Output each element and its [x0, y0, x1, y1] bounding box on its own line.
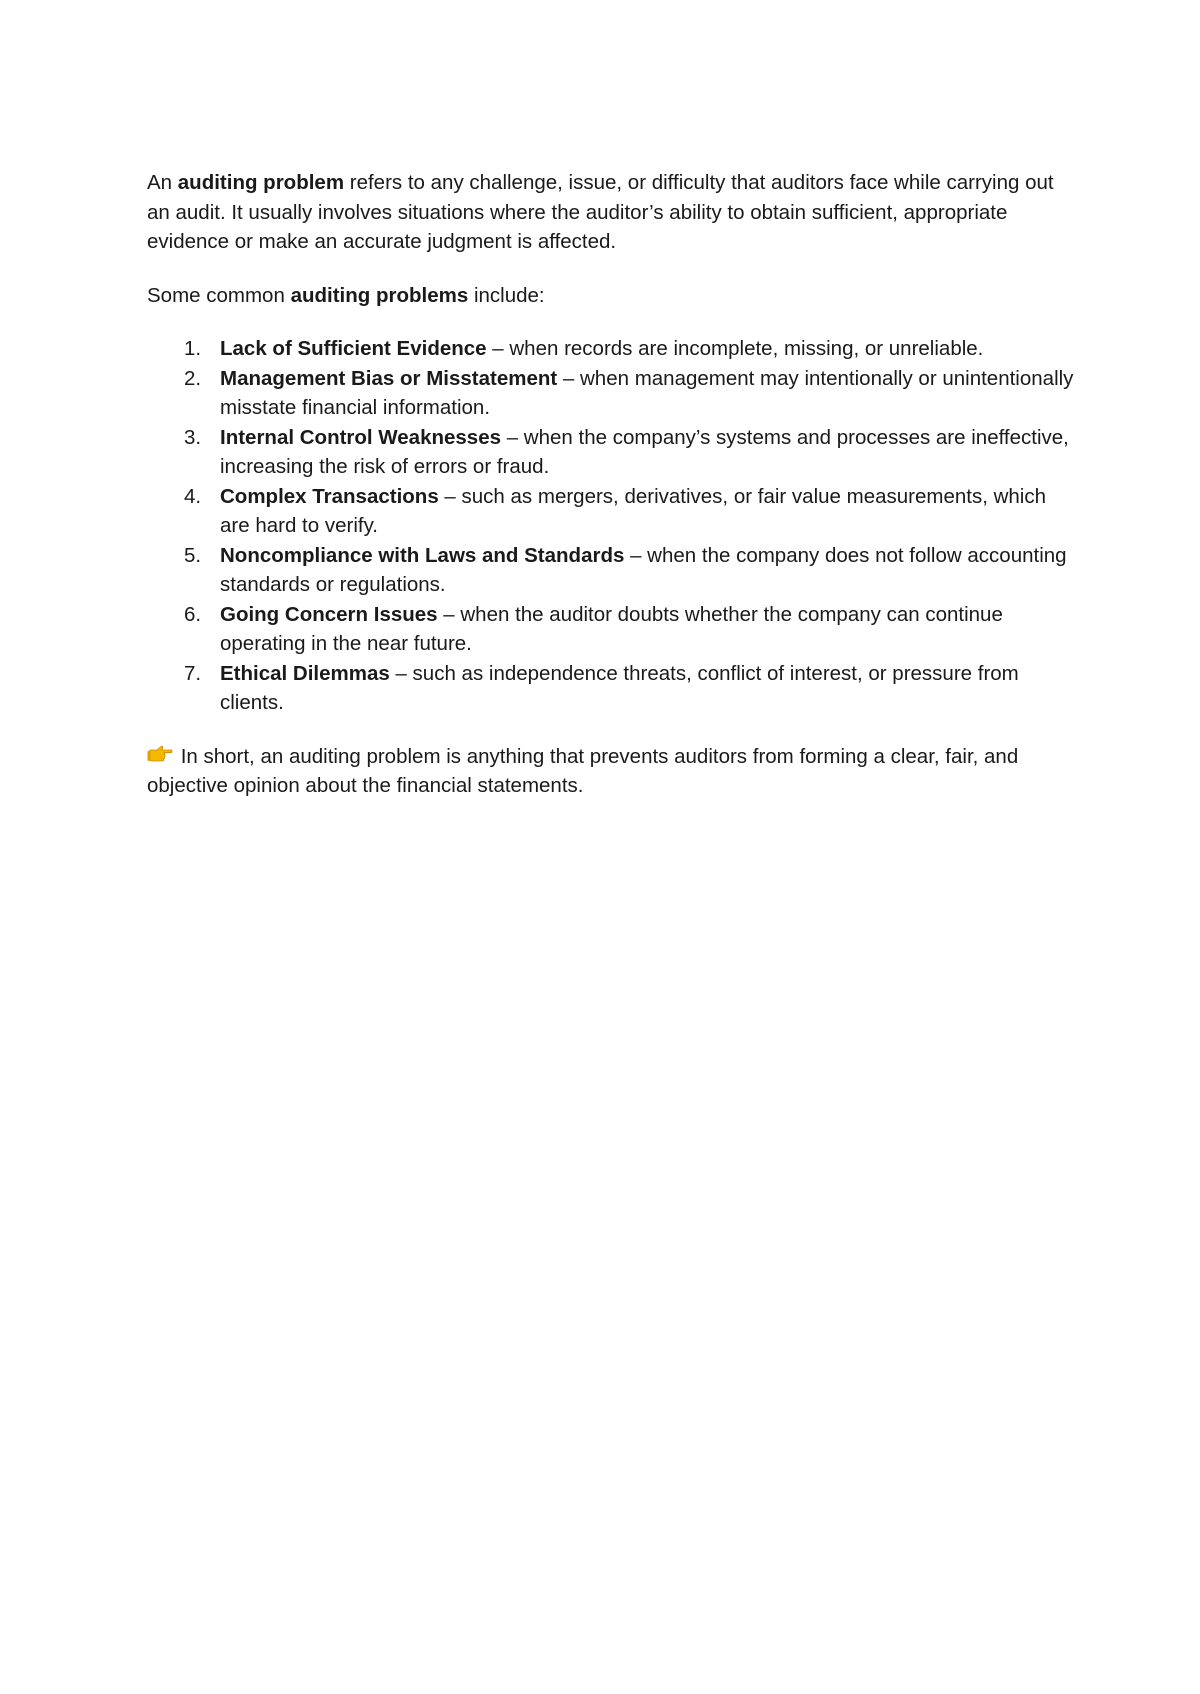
document-body — [147, 168, 1077, 801]
list-item — [147, 541, 1077, 600]
list-item-title: Management Bias or Misstatement — [220, 366, 558, 390]
list-item-title: Ethical Dilemmas — [220, 661, 390, 685]
list-item-number: 4. — [184, 484, 202, 508]
list-item-title: Complex Transactions — [220, 484, 439, 508]
summary-paragraph — [147, 742, 1077, 801]
list-item-title: Noncompliance with Laws and Standards — [220, 543, 625, 567]
lead-term: auditing problems — [290, 283, 469, 307]
list-item-title: Going Concern Issues — [220, 602, 438, 626]
intro-term: auditing problem — [177, 171, 345, 194]
list-item — [147, 600, 1077, 659]
summary-text: In short, an auditing problem is anything that prevents auditors from forming a clear, fair, and objective opinion about the financial statements. — [147, 744, 1019, 797]
list-item-desc: – when management may intentionally or unintentionally misstate financial information. — [220, 366, 1074, 419]
list-item-number: 3. — [184, 425, 202, 449]
list-item-title: Internal Control Weaknesses — [220, 425, 502, 449]
pointing-hand-icon — [147, 744, 173, 766]
lead-paragraph — [147, 281, 1077, 311]
list-item-number: 6. — [184, 602, 202, 626]
intro-text: refers to any challenge, issue, or difficulty that auditors face while carrying out an audit. It usually involves situations where the auditor’s ability to obtain sufficient, appropriate evidence or make an accurate judgment is affected. — [147, 171, 1054, 253]
list-item — [147, 482, 1077, 541]
list-item — [147, 364, 1077, 423]
list-item-desc: – such as independence threats, conflict of interest, or pressure from clients. — [220, 661, 1019, 714]
list-item-number: 2. — [184, 366, 202, 390]
lead-prefix: Some common — [147, 283, 291, 307]
list-item — [147, 334, 1077, 364]
list-item — [147, 423, 1077, 482]
lead-suffix: include: — [468, 283, 545, 307]
intro-paragraph — [147, 168, 1077, 257]
list-item — [147, 659, 1077, 718]
list-item-number: 5. — [184, 543, 202, 567]
list-item-number: 1. — [184, 337, 202, 360]
list-item-desc: – when the auditor doubts whether the company can continue operating in the near future. — [220, 602, 1003, 655]
list-item-desc: – such as mergers, derivatives, or fair value measurements, which are hard to verify. — [220, 484, 1047, 537]
intro-prefix: An — [147, 171, 178, 194]
problems-list — [147, 334, 1077, 718]
list-item-number: 7. — [184, 661, 202, 685]
list-item-desc: – when the company’s systems and processes are ineffective, increasing the risk of errors or fraud. — [220, 425, 1069, 478]
list-item-desc: – when the company does not follow accounting standards or regulations. — [220, 543, 1067, 596]
list-item-desc: – when records are incomplete, missing, or unreliable. — [486, 337, 984, 360]
list-item-title: Lack of Sufficient Evidence — [220, 337, 487, 360]
